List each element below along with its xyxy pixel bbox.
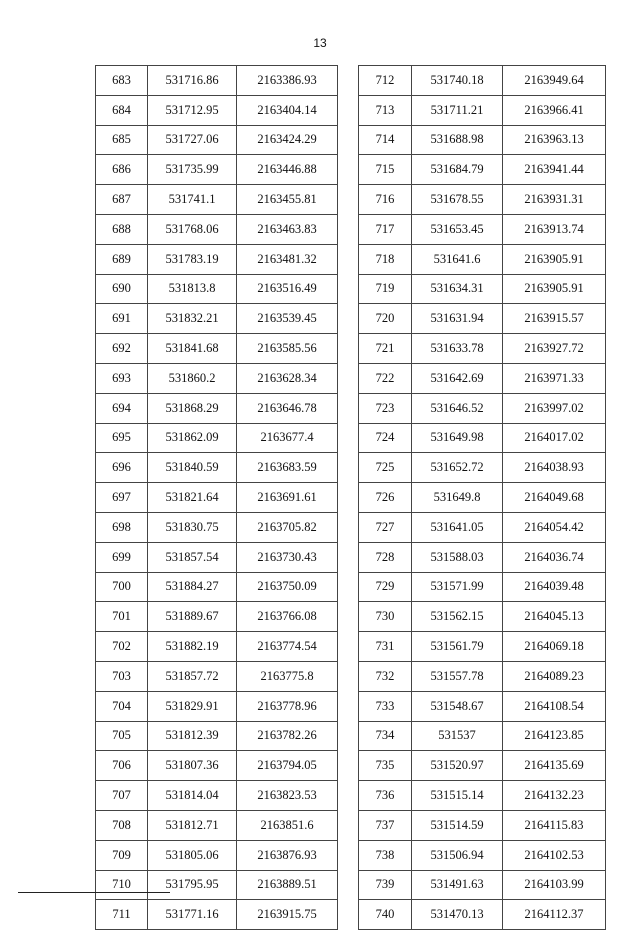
x-coordinate-cell: 531712.95	[148, 95, 237, 125]
table-row	[96, 95, 338, 125]
table-row	[359, 185, 606, 215]
x-coordinate-cell: 531840.59	[148, 453, 237, 483]
x-coordinate-cell: 531805.06	[148, 840, 237, 870]
table-row	[96, 304, 338, 334]
point-number-cell: 729	[359, 572, 412, 602]
table-row	[359, 423, 606, 453]
x-coordinate-cell: 531830.75	[148, 512, 237, 542]
table-row	[359, 66, 606, 96]
y-coordinate-cell: 2164054.42	[503, 512, 606, 542]
table-row	[359, 483, 606, 513]
x-coordinate-cell: 531812.39	[148, 721, 237, 751]
footnote-separator	[18, 892, 170, 893]
table-row	[359, 632, 606, 662]
point-number-cell: 717	[359, 214, 412, 244]
y-coordinate-cell: 2163424.29	[237, 125, 338, 155]
y-coordinate-cell: 2163823.53	[237, 781, 338, 811]
x-coordinate-cell: 531678.55	[412, 185, 503, 215]
point-number-cell: 725	[359, 453, 412, 483]
table-row	[359, 810, 606, 840]
table-row	[96, 334, 338, 364]
x-coordinate-cell: 531649.98	[412, 423, 503, 453]
point-number-cell: 709	[96, 840, 148, 870]
point-number-cell: 687	[96, 185, 148, 215]
y-coordinate-cell: 2163794.05	[237, 751, 338, 781]
point-number-cell: 740	[359, 900, 412, 930]
table-row	[96, 214, 338, 244]
table-row	[96, 781, 338, 811]
coordinates-table-right	[358, 65, 606, 930]
y-coordinate-cell: 2164135.69	[503, 751, 606, 781]
table-row	[359, 393, 606, 423]
table-row	[96, 602, 338, 632]
y-coordinate-cell: 2163927.72	[503, 334, 606, 364]
x-coordinate-cell: 531571.99	[412, 572, 503, 602]
x-coordinate-cell: 531862.09	[148, 423, 237, 453]
table-row	[96, 572, 338, 602]
point-number-cell: 699	[96, 542, 148, 572]
y-coordinate-cell: 2163455.81	[237, 185, 338, 215]
table-row	[96, 840, 338, 870]
table-row	[359, 721, 606, 751]
x-coordinate-cell: 531652.72	[412, 453, 503, 483]
point-number-cell: 706	[96, 751, 148, 781]
table-row	[359, 572, 606, 602]
point-number-cell: 737	[359, 810, 412, 840]
y-coordinate-cell: 2164123.85	[503, 721, 606, 751]
table-row	[359, 840, 606, 870]
point-number-cell: 736	[359, 781, 412, 811]
x-coordinate-cell: 531470.13	[412, 900, 503, 930]
point-number-cell: 693	[96, 363, 148, 393]
table-row	[96, 870, 338, 900]
point-number-cell: 730	[359, 602, 412, 632]
point-number-cell: 683	[96, 66, 148, 96]
point-number-cell: 722	[359, 363, 412, 393]
y-coordinate-cell: 2164102.53	[503, 840, 606, 870]
table-row	[96, 751, 338, 781]
table-row	[359, 542, 606, 572]
x-coordinate-cell: 531807.36	[148, 751, 237, 781]
x-coordinate-cell: 531537	[412, 721, 503, 751]
x-coordinate-cell: 531783.19	[148, 244, 237, 274]
point-number-cell: 686	[96, 155, 148, 185]
y-coordinate-cell: 2164103.99	[503, 870, 606, 900]
point-number-cell: 688	[96, 214, 148, 244]
y-coordinate-cell: 2163889.51	[237, 870, 338, 900]
point-number-cell: 727	[359, 512, 412, 542]
y-coordinate-cell: 2163646.78	[237, 393, 338, 423]
y-coordinate-cell: 2164045.13	[503, 602, 606, 632]
x-coordinate-cell: 531646.52	[412, 393, 503, 423]
x-coordinate-cell: 531684.79	[412, 155, 503, 185]
y-coordinate-cell: 2164108.54	[503, 691, 606, 721]
y-coordinate-cell: 2163628.34	[237, 363, 338, 393]
x-coordinate-cell: 531561.79	[412, 632, 503, 662]
x-coordinate-cell: 531821.64	[148, 483, 237, 513]
point-number-cell: 714	[359, 125, 412, 155]
table-row	[359, 214, 606, 244]
table-row	[359, 125, 606, 155]
x-coordinate-cell: 531829.91	[148, 691, 237, 721]
point-number-cell: 692	[96, 334, 148, 364]
point-number-cell: 703	[96, 661, 148, 691]
table-row	[359, 334, 606, 364]
y-coordinate-cell: 2163876.93	[237, 840, 338, 870]
table-row	[96, 483, 338, 513]
y-coordinate-cell: 2164069.18	[503, 632, 606, 662]
point-number-cell: 726	[359, 483, 412, 513]
table-row	[359, 304, 606, 334]
page-number: 13	[313, 36, 327, 50]
point-number-cell: 738	[359, 840, 412, 870]
point-number-cell: 701	[96, 602, 148, 632]
y-coordinate-cell: 2163931.31	[503, 185, 606, 215]
table-row	[96, 66, 338, 96]
x-coordinate-cell: 531882.19	[148, 632, 237, 662]
y-coordinate-cell: 2163766.08	[237, 602, 338, 632]
y-coordinate-cell: 2163963.13	[503, 125, 606, 155]
table-row	[96, 721, 338, 751]
point-number-cell: 713	[359, 95, 412, 125]
table-row	[96, 393, 338, 423]
point-number-cell: 707	[96, 781, 148, 811]
y-coordinate-cell: 2163705.82	[237, 512, 338, 542]
x-coordinate-cell: 531768.06	[148, 214, 237, 244]
y-coordinate-cell: 2163404.14	[237, 95, 338, 125]
y-coordinate-cell: 2163730.43	[237, 542, 338, 572]
point-number-cell: 710	[96, 870, 148, 900]
point-number-cell: 735	[359, 751, 412, 781]
x-coordinate-cell: 531642.69	[412, 363, 503, 393]
point-number-cell: 719	[359, 274, 412, 304]
y-coordinate-cell: 2163905.91	[503, 244, 606, 274]
point-number-cell: 734	[359, 721, 412, 751]
table-row	[359, 661, 606, 691]
x-coordinate-cell: 531795.95	[148, 870, 237, 900]
x-coordinate-cell: 531740.18	[412, 66, 503, 96]
y-coordinate-cell: 2164017.02	[503, 423, 606, 453]
y-coordinate-cell: 2163775.8	[237, 661, 338, 691]
table-row	[359, 155, 606, 185]
point-number-cell: 696	[96, 453, 148, 483]
x-coordinate-cell: 531633.78	[412, 334, 503, 364]
table-row	[359, 691, 606, 721]
table-row	[96, 900, 338, 930]
x-coordinate-cell: 531868.29	[148, 393, 237, 423]
y-coordinate-cell: 2163683.59	[237, 453, 338, 483]
y-coordinate-cell: 2163949.64	[503, 66, 606, 96]
point-number-cell: 731	[359, 632, 412, 662]
x-coordinate-cell: 531711.21	[412, 95, 503, 125]
x-coordinate-cell: 531884.27	[148, 572, 237, 602]
table-row	[359, 453, 606, 483]
y-coordinate-cell: 2163677.4	[237, 423, 338, 453]
y-coordinate-cell: 2163585.56	[237, 334, 338, 364]
x-coordinate-cell: 531688.98	[412, 125, 503, 155]
y-coordinate-cell: 2163851.6	[237, 810, 338, 840]
table-row	[96, 542, 338, 572]
x-coordinate-cell: 531727.06	[148, 125, 237, 155]
y-coordinate-cell: 2164036.74	[503, 542, 606, 572]
y-coordinate-cell: 2163516.49	[237, 274, 338, 304]
point-number-cell: 698	[96, 512, 148, 542]
point-number-cell: 711	[96, 900, 148, 930]
y-coordinate-cell: 2163750.09	[237, 572, 338, 602]
point-number-cell: 702	[96, 632, 148, 662]
table-row	[359, 602, 606, 632]
y-coordinate-cell: 2163971.33	[503, 363, 606, 393]
point-number-cell: 705	[96, 721, 148, 751]
x-coordinate-cell: 531857.72	[148, 661, 237, 691]
point-number-cell: 715	[359, 155, 412, 185]
table-row	[96, 274, 338, 304]
x-coordinate-cell: 531641.6	[412, 244, 503, 274]
x-coordinate-cell: 531506.94	[412, 840, 503, 870]
x-coordinate-cell: 531653.45	[412, 214, 503, 244]
y-coordinate-cell: 2163386.93	[237, 66, 338, 96]
y-coordinate-cell: 2163966.41	[503, 95, 606, 125]
y-coordinate-cell: 2163446.88	[237, 155, 338, 185]
table-row	[359, 870, 606, 900]
y-coordinate-cell: 2164038.93	[503, 453, 606, 483]
y-coordinate-cell: 2163774.54	[237, 632, 338, 662]
point-number-cell: 684	[96, 95, 148, 125]
table-row	[359, 781, 606, 811]
x-coordinate-cell: 531520.97	[412, 751, 503, 781]
point-number-cell: 739	[359, 870, 412, 900]
point-number-cell: 697	[96, 483, 148, 513]
table-row	[359, 363, 606, 393]
x-coordinate-cell: 531735.99	[148, 155, 237, 185]
point-number-cell: 716	[359, 185, 412, 215]
y-coordinate-cell: 2163915.57	[503, 304, 606, 334]
x-coordinate-cell: 531771.16	[148, 900, 237, 930]
y-coordinate-cell: 2163915.75	[237, 900, 338, 930]
table-row	[359, 900, 606, 930]
table-row	[359, 244, 606, 274]
y-coordinate-cell: 2163691.61	[237, 483, 338, 513]
point-number-cell: 724	[359, 423, 412, 453]
y-coordinate-cell: 2164112.37	[503, 900, 606, 930]
x-coordinate-cell: 531588.03	[412, 542, 503, 572]
point-number-cell: 704	[96, 691, 148, 721]
x-coordinate-cell: 531832.21	[148, 304, 237, 334]
y-coordinate-cell: 2163997.02	[503, 393, 606, 423]
x-coordinate-cell: 531857.54	[148, 542, 237, 572]
table-row	[96, 155, 338, 185]
table-row	[96, 691, 338, 721]
x-coordinate-cell: 531548.67	[412, 691, 503, 721]
y-coordinate-cell: 2163913.74	[503, 214, 606, 244]
point-number-cell: 721	[359, 334, 412, 364]
point-number-cell: 690	[96, 274, 148, 304]
y-coordinate-cell: 2163782.26	[237, 721, 338, 751]
table-row	[96, 661, 338, 691]
point-number-cell: 728	[359, 542, 412, 572]
point-number-cell: 689	[96, 244, 148, 274]
y-coordinate-cell: 2163539.45	[237, 304, 338, 334]
table-row	[96, 363, 338, 393]
y-coordinate-cell: 2164115.83	[503, 810, 606, 840]
y-coordinate-cell: 2164049.68	[503, 483, 606, 513]
point-number-cell: 733	[359, 691, 412, 721]
x-coordinate-cell: 531631.94	[412, 304, 503, 334]
y-coordinate-cell: 2164132.23	[503, 781, 606, 811]
table-row	[96, 453, 338, 483]
x-coordinate-cell: 531841.68	[148, 334, 237, 364]
x-coordinate-cell: 531889.67	[148, 602, 237, 632]
y-coordinate-cell: 2163481.32	[237, 244, 338, 274]
table-row	[359, 512, 606, 542]
table-row	[96, 185, 338, 215]
point-number-cell: 694	[96, 393, 148, 423]
table-row	[359, 95, 606, 125]
x-coordinate-cell: 531634.31	[412, 274, 503, 304]
table-row	[96, 810, 338, 840]
table-row	[359, 751, 606, 781]
x-coordinate-cell: 531491.63	[412, 870, 503, 900]
point-number-cell: 685	[96, 125, 148, 155]
y-coordinate-cell: 2163905.91	[503, 274, 606, 304]
point-number-cell: 712	[359, 66, 412, 96]
table-row	[96, 423, 338, 453]
point-number-cell: 718	[359, 244, 412, 274]
table-row	[96, 244, 338, 274]
x-coordinate-cell: 531812.71	[148, 810, 237, 840]
x-coordinate-cell: 531814.04	[148, 781, 237, 811]
y-coordinate-cell: 2163463.83	[237, 214, 338, 244]
table-row	[96, 512, 338, 542]
point-number-cell: 720	[359, 304, 412, 334]
x-coordinate-cell: 531813.8	[148, 274, 237, 304]
point-number-cell: 700	[96, 572, 148, 602]
y-coordinate-cell: 2164089.23	[503, 661, 606, 691]
point-number-cell: 708	[96, 810, 148, 840]
coordinates-table-left	[95, 65, 338, 930]
table-row	[359, 274, 606, 304]
x-coordinate-cell: 531649.8	[412, 483, 503, 513]
x-coordinate-cell: 531514.59	[412, 810, 503, 840]
x-coordinate-cell: 531562.15	[412, 602, 503, 632]
y-coordinate-cell: 2163941.44	[503, 155, 606, 185]
point-number-cell: 732	[359, 661, 412, 691]
x-coordinate-cell: 531557.78	[412, 661, 503, 691]
y-coordinate-cell: 2164039.48	[503, 572, 606, 602]
point-number-cell: 691	[96, 304, 148, 334]
point-number-cell: 695	[96, 423, 148, 453]
y-coordinate-cell: 2163778.96	[237, 691, 338, 721]
x-coordinate-cell: 531741.1	[148, 185, 237, 215]
table-row	[96, 632, 338, 662]
table-row	[96, 125, 338, 155]
point-number-cell: 723	[359, 393, 412, 423]
x-coordinate-cell: 531515.14	[412, 781, 503, 811]
x-coordinate-cell: 531641.05	[412, 512, 503, 542]
x-coordinate-cell: 531716.86	[148, 66, 237, 96]
x-coordinate-cell: 531860.2	[148, 363, 237, 393]
